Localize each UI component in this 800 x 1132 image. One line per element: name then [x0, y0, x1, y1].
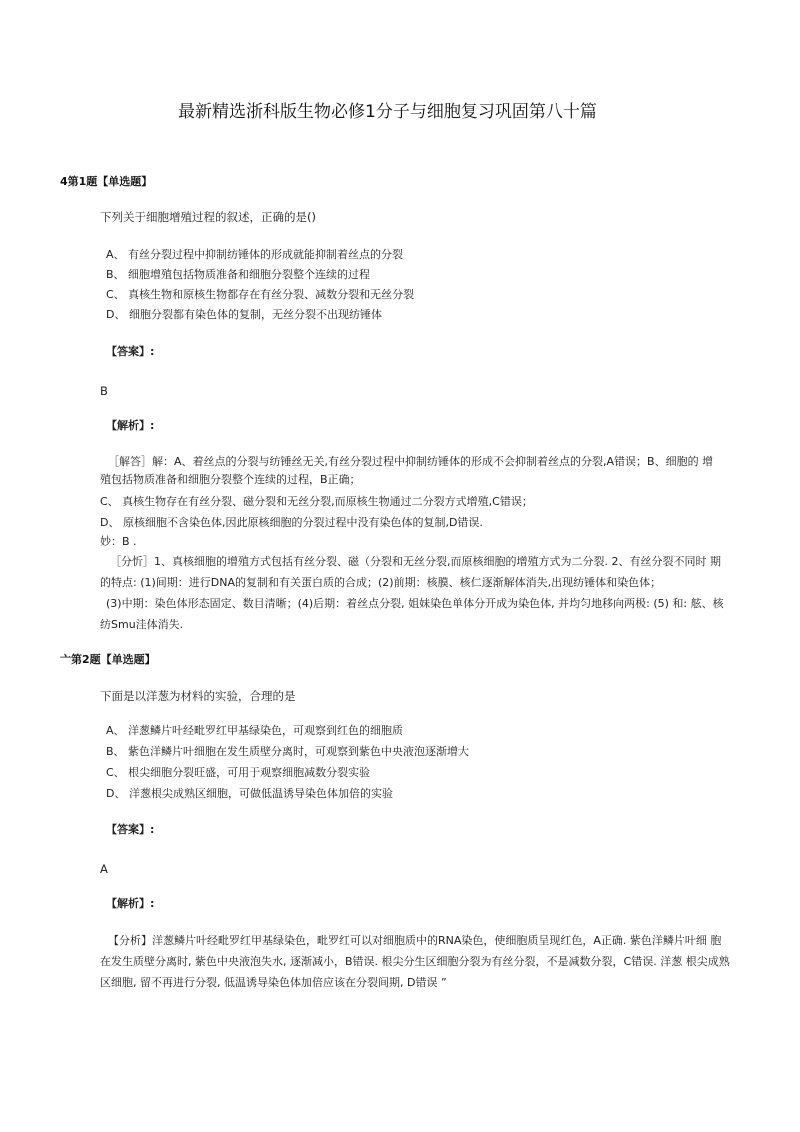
question-1-analysis-line-3: C、 真核生物存在有丝分裂、磁分裂和无丝分裂,而原核生物通过二分裂方式增殖,C错误； [100, 495, 533, 508]
question-1-analysis-line-8: (3)中期：染色体形态固定、数目清晰；(4)后期：着丝点分裂, 姐妹染色单体分开成为染色体, 并均匀地移向两极: (5) 和: 舷、核 [106, 597, 724, 610]
question-2-analysis-line-3: 区细胞, 留不再进行分裂, 低温诱导染色体加倍应该在分裂间期, D错误 ” [100, 976, 447, 989]
question-2-option-c: C、 根尖细胞分裂旺盛，可用于观察细胞减数分裂实验 [106, 766, 371, 779]
question-1-answer-label: 【答案】: [106, 345, 155, 358]
question-1-answer: B [100, 384, 108, 398]
question-2-option-b: B、 紫色洋鳞片叶细胞在发生质壁分离时，可观察到紫色中央液泡逐渐增大 [106, 745, 470, 758]
question-1-option-a: A、 有丝分裂过程中抑制纺锤体的形成就能抑制着丝点的分裂 [106, 248, 404, 261]
question-1-analysis-line-6: ［分忻］1、真核细胞的增殖方式包括有丝分裂、磁（分裂和无丝分裂,而原核细胞的增殖方式为二分裂. 2、有丝分裂不同时 期 [110, 555, 721, 568]
question-2-stem: 下面是以洋葱为材料的实验，合理的是 [100, 689, 296, 703]
question-1-option-d: D、 细胞分裂都有染色体的复制，无丝分裂不出现纺锤体 [106, 308, 382, 321]
question-2-header: 亠第2题【单选题】 [60, 653, 156, 666]
question-1-analysis-label: 【解析】: [106, 419, 155, 432]
question-2-answer-label: 【答案】: [106, 823, 155, 836]
question-1-analysis-line-9: 纺Smu洼体消失. [100, 618, 184, 631]
question-2-option-d: D、 洋葱根尖成熟区细胞，可做低温诱导染色体加倍的实验 [106, 787, 393, 800]
question-1-analysis-line-1: ［解答］解：A、着丝点的分裂与纺锤丝无关,有丝分裂过程中抑制纺锤体的形成不会抑制着丝点的分裂,A错误；B、细胞的 增 [108, 455, 714, 468]
question-1-stem: 下列关于细胞增殖过程的叙述，正确的是() [100, 210, 316, 224]
question-1-analysis-line-7: 的特点: (1)间期：进行DNA的复制和有关蛋白质的合成；(2)前期：核膜、核仁逐渐解体消失,出现纺锤体和染色体； [100, 576, 662, 589]
page-title: 最新精选浙科版生物必修1分子与细胞复习巩固第八十篇 [178, 102, 597, 122]
question-2-analysis-label: 【解析】: [106, 897, 155, 910]
question-1-analysis-line-4: D、 原核细胞不含染色体,因此原核细胞的分裂过程中没有染色体的复制,D错误. [100, 516, 483, 529]
question-1-analysis-line-5: 妙：B . [100, 535, 137, 548]
question-1-header: 4第1题【单选题】 [60, 175, 153, 188]
question-2-analysis-line-1: 【分析】洋葱鳞片叶经毗罗红甲基绿染色，毗罗红可以对细胞质中的RNA染色，使细胞质呈现红色，A正确. 紫色洋鳞片叶细 胞 [108, 934, 722, 947]
question-1-option-b: B、 细胞增殖包括物质准备和细胞分裂整个连续的过程 [106, 268, 371, 281]
question-2-option-a: A、 洋葱鳞片叶经毗罗红甲基绿染色，可观察到红色的细胞质 [106, 724, 404, 737]
question-1-option-c: C、 真核生物和原核生物都存在有丝分裂、减数分裂和无丝分裂 [106, 288, 415, 301]
question-2-analysis-line-2: 在发生质壁分离时, 紫色中央液泡失水, 逐渐减小，B错误. 根尖分生区细胞分裂为有丝分裂，不是减数分裂，C错误. 洋葱 根尖成熟 [100, 955, 730, 968]
question-2-answer: A [100, 862, 108, 876]
question-1-analysis-line-2: 殖包括物质准备和细胞分裂整个连续的过程，B正确； [100, 473, 361, 486]
